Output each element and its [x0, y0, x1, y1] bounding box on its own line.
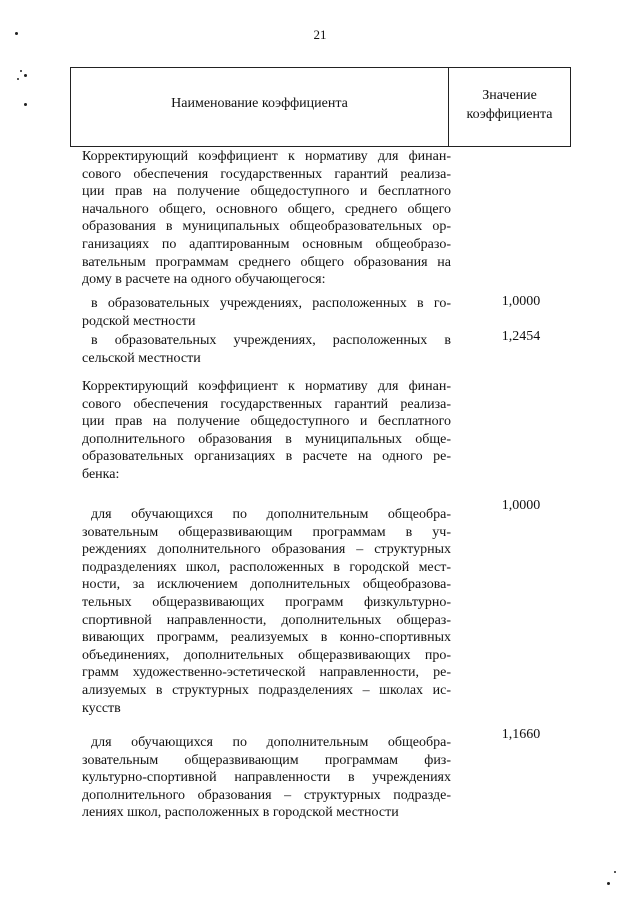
coefficient-item [82, 506, 451, 717]
scan-speck [17, 78, 19, 80]
text-line: кусств [82, 700, 121, 716]
header-value-line: Значение [482, 88, 537, 103]
text-line: реждениях дополнительного образования – структурных [82, 542, 451, 558]
header-value-line: коэффициента [466, 107, 553, 122]
text-line: ции прав на получение общедоступного и бесплатного [82, 184, 451, 200]
section-2-title [82, 378, 451, 484]
coefficient-item [82, 734, 451, 822]
text-line: ности, за исключением дополнительных общеобразова- [82, 577, 451, 593]
text-line: объединениях, дополнительных общеразвивающих про- [82, 647, 451, 663]
text-line: для обучающихся по дополнительным общеобра- [91, 507, 451, 522]
text-line: Корректирующий коэффициент к нормативу для финан- [82, 149, 451, 164]
text-line: дому в расчете на одного обучающегося: [82, 272, 326, 288]
text-line: ции прав на получение общедоступного и бесплатного [82, 414, 451, 430]
header-coefficient-name: Наименование коэффициента [171, 96, 348, 111]
scan-speck [607, 882, 610, 885]
coefficient-value: 1,0000 [501, 294, 541, 309]
text-line: зовательным общеразвивающим программам в уч- [82, 524, 451, 540]
text-line: в образовательных учреждениях, расположенных в го- [91, 296, 451, 311]
section-1-title [82, 148, 451, 289]
text-line: грамм художественно-эстетической направленности, ре- [82, 665, 451, 681]
text-line: подразделениях школ, расположенных в городской мест- [82, 559, 451, 575]
coefficient-item [82, 332, 451, 367]
coefficient-value: 1,0000 [501, 498, 541, 513]
scan-speck [20, 70, 22, 72]
text-line: ганизациях по адаптированным основным общеобразо- [82, 236, 451, 252]
text-line: сового обеспечения государственных гарантий реализа- [82, 396, 451, 412]
scan-speck [614, 871, 616, 873]
table-header [70, 67, 571, 147]
text-line: зовательным общеразвивающим программам физ- [82, 752, 451, 768]
page-number: 21 [313, 27, 327, 42]
scan-speck [24, 74, 27, 77]
text-line: спортивной направленности, дополнительных общераз- [82, 612, 451, 628]
text-line: культурно-спортивной направленности в учреждениях [82, 770, 451, 786]
text-line: образовательных организациях в расчете на одного ре- [82, 449, 451, 465]
text-line: ализуемых в структурных подразделениях – школах ис- [82, 682, 451, 698]
text-line: образования в муниципальных общеобразовательных ор- [82, 219, 451, 235]
text-line: родской местности [82, 313, 196, 329]
text-line: сельской местности [82, 350, 201, 366]
header-coefficient-value [449, 86, 570, 124]
text-line: вательным программам среднего общего образования на [82, 254, 451, 270]
text-line: дополнительного образования в муниципальных обще- [82, 431, 451, 447]
scan-speck [24, 103, 27, 106]
text-line: в образовательных учреждениях, расположенных в [91, 333, 451, 348]
coefficient-item [82, 295, 451, 330]
coefficient-value: 1,2454 [501, 329, 541, 344]
text-line: бенка: [82, 466, 120, 482]
text-line: для обучающихся по дополнительным общеобра- [91, 735, 451, 750]
text-line: Корректирующий коэффициент к нормативу для финан- [82, 379, 451, 394]
text-line: лениях школ, расположенных в городской местности [82, 805, 399, 821]
text-line: начального общего, основного общего, среднего общего [82, 201, 451, 217]
text-line: тельных общеразвивающих программ физкультурно- [82, 594, 451, 610]
coefficient-value: 1,1660 [501, 727, 541, 742]
text-line: вивающих программ, реализуемых в конно-спортивных [82, 630, 451, 646]
text-line: сового обеспечения государственных гарантий реализа- [82, 166, 451, 182]
text-line: дополнительного образования – структурных подразде- [82, 787, 451, 803]
